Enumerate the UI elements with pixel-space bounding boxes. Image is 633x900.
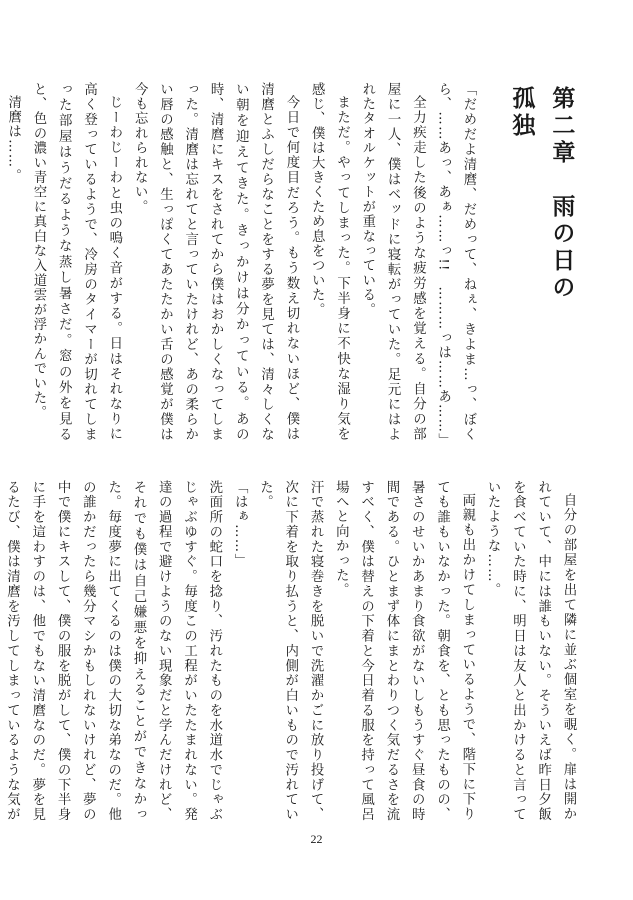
paragraph: 「だめだよ清麿、だめって、ねぇ、きよま…っ、ぼくら、……あっ、あぁ……っ!! ………っは……あ……」	[435, 82, 476, 449]
paragraph: 今日で何度目だろう。もう数え切れないほど、僕は清麿とふしだらなことをする夢を見ては、清々しくない朝を迎えてきた。きっかけは分かっている。あの時、清麿にキスをされてから僕はおかしくなってしまった。清麿は忘れてと言っていたけれど、あの柔らかい唇の感触と、生っぽくてあたたかい舌の感覚が僕は今も忘れられない。	[132, 82, 299, 442]
paragraph: 清麿は……。	[5, 95, 21, 184]
paragraph: 「はぁ……」	[232, 480, 248, 569]
paragraph: じーわじーわと虫の鳴く音がする。日はそれなりに高く登っているようで、冷房のタイマーが切れてしまった部屋はうだるような蒸し暑さだ。窓の外を見ると、色の濃い青空に真白な入道雲が浮かんでいた。	[30, 82, 122, 442]
paragraph: 自分の部屋を出て隣に並ぶ個室を覗く。扉は開かれていて、中には誰もいない。そういえば昨日夕飯を食べていた時に、明日は友人と出かけると言っていたような……。	[485, 480, 576, 822]
upper-text-block	[5, 82, 481, 449]
paragraph: 汗で蒸れた寝巻きを脱いで洗濯かごに放り投げて、次に下着を取り払うと、内側が白いもので汚れていた。	[257, 480, 324, 822]
paragraph: 洗面所の蛇口を捻り、汚れたものを水道水でじゃぶじゃぶゆすぐ。毎度この工程がいたたまれない。発達の過程で避けようのない現象だと学んだけれど、それでも僕は自己嫌悪を抑えることができなかった。毎度夢に出てくるのは僕の大切な弟なのだ。他の誰かだったら幾分マシかもしれないけれど、夢の中で僕にキスして、僕の服を脱がして、僕の下半身に手を這わすのは、他でもない清麿なのだ。夢を見るたび、僕は清麿を汚してしまっているような気が	[4, 480, 222, 822]
chapter-title: 第二章 雨の日の孤独	[508, 86, 576, 302]
page-number: 22	[310, 832, 323, 846]
paragraph: 全力疾走した後のような疲労感を覚える。自分の部屋に一人、僕はベッドに寝転がっていた。足元にはよれたタオルケットが重なっている。	[359, 82, 426, 442]
paragraph: まただ。やってしまった。下半身に不快な湿り気を感じ、僕は大きくため息をついた。	[309, 82, 350, 442]
lower-text-block	[4, 480, 581, 822]
paragraph: 両親も出かけてしまっているようで、階下に下りても誰もいなかった。朝食を、とも思ったものの、暑さのせいかあまり食欲がないしもうすぐ昼食の時間である。ひとまず体にまとわりつく気だるさを流すべく、僕は替えの下着と今日着る服を持って風呂場へと向かった。	[333, 480, 475, 822]
